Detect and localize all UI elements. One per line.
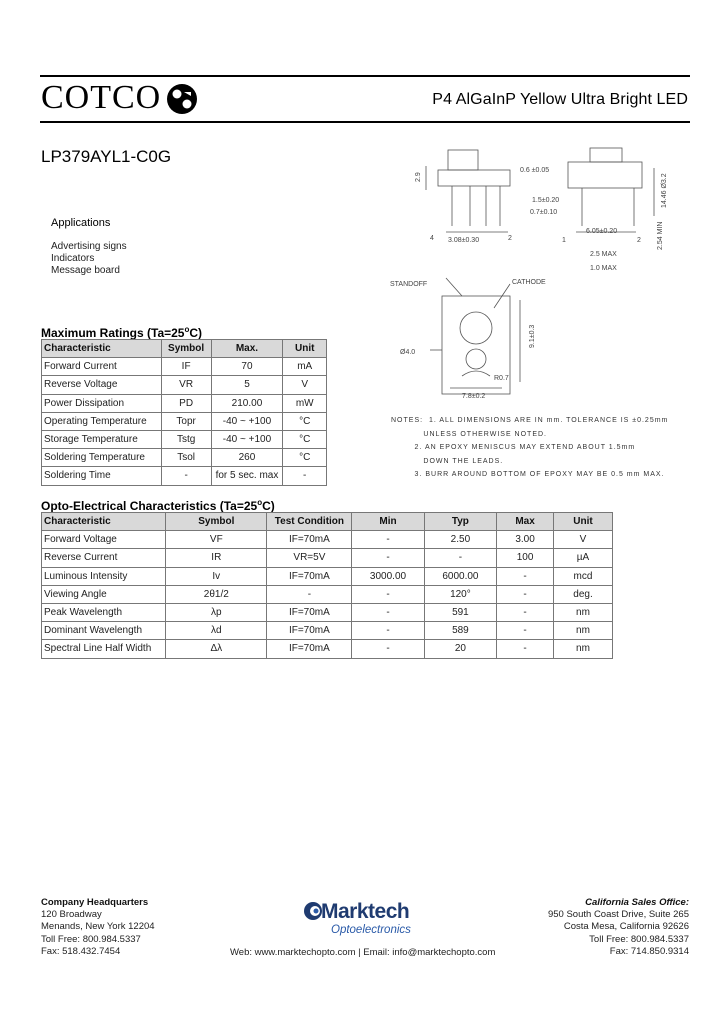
unit-cell: mA (283, 358, 327, 376)
characteristic-cell: Spectral Line Half Width (42, 640, 166, 658)
drawing-label: CATHODE (512, 279, 546, 286)
typ-cell: 20 (424, 640, 496, 658)
symbol-cell: Tsol (161, 449, 211, 467)
unit-cell: mcd (554, 567, 613, 585)
symbol-cell: IF (161, 358, 211, 376)
table-row (42, 640, 613, 658)
condition-cell: IF=70mA (267, 531, 352, 549)
characteristic-cell: Soldering Time (42, 467, 162, 485)
table-row (42, 549, 613, 567)
dim-label: 2.5 MAX (590, 251, 617, 258)
dim-label: 2.9 (415, 172, 422, 182)
table-header-row (42, 513, 613, 531)
max-cell: for 5 sec. max (211, 467, 283, 485)
characteristic-cell: Luminous Intensity (42, 567, 166, 585)
unit-cell: °C (283, 430, 327, 448)
symbol-cell: Tstg (161, 430, 211, 448)
note-line: 2. AN EPOXY MENISCUS MAY EXTEND ABOUT 1.5mm (391, 444, 636, 451)
symbol-cell: Iv (166, 567, 267, 585)
dim-label: 14.46 Ø3.2 (661, 173, 668, 208)
dim-label: 3.08±0.30 (448, 237, 480, 244)
unit-cell: V (283, 376, 327, 394)
characteristic-cell: Soldering Temperature (42, 449, 162, 467)
symbol-cell: - (161, 467, 211, 485)
note-line: NOTES: 1. ALL DIMENSIONS ARE IN mm. TOLERANCE IS ±0.25mm (391, 417, 669, 424)
dim-label: 1.5±0.20 (532, 197, 560, 204)
table-row (42, 467, 327, 485)
typ-cell: - (424, 549, 496, 567)
unit-cell: mW (283, 394, 327, 412)
min-cell: - (352, 549, 424, 567)
max-ratings-title: Maximum Ratings $(Ta=25^oC)$ (41, 325, 203, 340)
column-header: Unit (554, 513, 613, 531)
unit-cell: µA (554, 549, 613, 567)
table-header-row (42, 340, 327, 358)
dim-label: 9.1±0.3 (529, 324, 536, 348)
opto-table (41, 512, 613, 659)
address-line: 120 Broadway (41, 909, 102, 921)
pin-label: 1 (562, 237, 566, 244)
max-cell: - (497, 603, 554, 621)
max-cell: - (497, 640, 554, 658)
ca-title: California Sales Office: (585, 897, 689, 908)
max-cell: -40 ~ +100 (211, 430, 283, 448)
column-header: Max (497, 513, 554, 531)
characteristic-cell: Forward Voltage (42, 531, 166, 549)
address-line: 950 South Coast Drive, Suite 265 (547, 909, 689, 921)
symbol-cell: VR (161, 376, 211, 394)
column-header: Typ (424, 513, 496, 531)
address-line: Fax: 518.432.7454 (41, 945, 121, 957)
characteristic-cell: Storage Temperature (42, 430, 162, 448)
column-header: Symbol (161, 340, 211, 358)
table-row (42, 622, 613, 640)
table-row (42, 585, 613, 603)
opto-title: Opto-Electrical Characteristics $(Ta=25^oC)$ (41, 498, 275, 513)
marktech-subtitle: Optoelectronics (331, 924, 411, 936)
min-cell: - (352, 603, 424, 621)
table-row (42, 603, 613, 621)
min-cell: - (352, 585, 424, 603)
note-line: DOWN THE LEADS. (391, 457, 504, 465)
ca-address (548, 897, 689, 958)
symbol-cell: 2θ1/2 (166, 585, 267, 603)
min-cell: - (352, 622, 424, 640)
condition-cell: IF=70mA (267, 622, 352, 640)
min-cell: - (352, 531, 424, 549)
applications-list (51, 241, 127, 277)
column-header: Max. (211, 340, 283, 358)
hq-title: Company Headquarters (41, 897, 149, 908)
max-cell: 100 (497, 549, 554, 567)
characteristic-cell: Reverse Voltage (42, 376, 162, 394)
dim-label: 0.7±0.10 (530, 209, 558, 216)
dim-label: 2.54 MIN (657, 221, 664, 250)
page-title: P4 AlGaInP Yellow Ultra Bright LED (432, 91, 688, 108)
column-header: Characteristic (42, 513, 166, 531)
unit-cell: nm (554, 622, 613, 640)
condition-cell: IF=70mA (267, 567, 352, 585)
list-item: Indicators (51, 253, 95, 264)
top-rule (40, 75, 690, 77)
condition-cell: IF=70mA (267, 640, 352, 658)
dim-label: 6.05±0.20 (586, 228, 618, 235)
min-cell: 3000.00 (352, 567, 424, 585)
unit-cell: nm (554, 603, 613, 621)
characteristic-cell: Power Dissipation (42, 394, 162, 412)
characteristic-cell: Viewing Angle (42, 585, 166, 603)
drawing-notes (391, 414, 668, 482)
typ-cell: 591 (424, 603, 496, 621)
address-line: Toll Free: 800.984.5337 (41, 933, 141, 945)
symbol-cell: PD (161, 394, 211, 412)
max-cell: - (497, 567, 554, 585)
symbol-cell: λd (166, 622, 267, 640)
table-row (42, 567, 613, 585)
characteristic-cell: Dominant Wavelength (42, 622, 166, 640)
column-header: Characteristic (42, 340, 162, 358)
column-header: Unit (283, 340, 327, 358)
table-row (42, 376, 327, 394)
column-header: Symbol (166, 513, 267, 531)
symbol-cell: Δλ (166, 640, 267, 658)
max-cell: 210.00 (211, 394, 283, 412)
note-line: 3. BURR AROUND BOTTOM OF EPOXY MAY BE 0.5 mm MAX. (391, 471, 665, 478)
dim-label: R0.7 (494, 375, 509, 382)
typ-cell: 120° (424, 585, 496, 603)
list-item: Advertising signs (51, 241, 127, 252)
package-drawing (390, 138, 680, 400)
characteristic-cell: Reverse Current (42, 549, 166, 567)
web-email-line: Web: www.marktechopto.com | Email: info@marktechopto.com (230, 947, 496, 958)
dim-label: 1.0 MAX (590, 265, 617, 272)
condition-cell: VR=5V (267, 549, 352, 567)
unit-cell: nm (554, 640, 613, 658)
applications-heading: Applications (51, 217, 111, 229)
min-cell: - (352, 640, 424, 658)
max-cell: 260 (211, 449, 283, 467)
max-cell: - (497, 585, 554, 603)
symbol-cell: λp (166, 603, 267, 621)
condition-cell: - (267, 585, 352, 603)
list-item: Message board (51, 265, 120, 276)
header-rule (40, 121, 690, 123)
characteristic-cell: Peak Wavelength (42, 603, 166, 621)
characteristic-cell: Forward Current (42, 358, 162, 376)
pin-label: 2 (508, 235, 512, 242)
pin-label: 4 (430, 235, 434, 242)
table-row (42, 449, 327, 467)
typ-cell: 6000.00 (424, 567, 496, 585)
max-cell: -40 ~ +100 (211, 412, 283, 430)
max-ratings-table (41, 339, 327, 486)
unit-cell: °C (283, 449, 327, 467)
note-line: UNLESS OTHERWISE NOTED. (391, 430, 548, 438)
drawing-label: STANDOFF (390, 281, 428, 288)
dim-label: Ø4.0 (400, 349, 416, 356)
address-line: Fax: 714.850.9314 (609, 945, 689, 957)
column-header: Min (352, 513, 424, 531)
marktech-logo-icon (303, 901, 323, 921)
unit-cell: V (554, 531, 613, 549)
brand-name: COTCO (41, 79, 162, 116)
address-line: Toll Free: 800.984.5337 (589, 933, 689, 945)
symbol-cell: Topr (161, 412, 211, 430)
symbol-cell: VF (166, 531, 267, 549)
symbol-cell: IR (166, 549, 267, 567)
hq-address (41, 897, 155, 958)
typ-cell: 2.50 (424, 531, 496, 549)
address-line: Costa Mesa, California 92626 (563, 921, 689, 933)
max-cell: 70 (211, 358, 283, 376)
table-row (42, 358, 327, 376)
unit-cell: deg. (554, 585, 613, 603)
address-line: Menands, New York 12204 (41, 921, 155, 933)
typ-cell: 589 (424, 622, 496, 640)
dim-label: 0.6 ±0.05 (520, 167, 550, 174)
unit-cell: °C (283, 412, 327, 430)
marktech-name: Marktech (321, 900, 410, 923)
table-row (42, 531, 613, 549)
condition-cell: IF=70mA (267, 603, 352, 621)
cotco-logo-icon (166, 83, 198, 115)
table-row (42, 394, 327, 412)
unit-cell: - (283, 467, 327, 485)
column-header: Test Condition (267, 513, 352, 531)
pin-label: 2 (637, 237, 641, 244)
max-cell: 3.00 (497, 531, 554, 549)
part-number: LP379AYL1-C0G (41, 147, 172, 166)
table-row (42, 430, 327, 448)
max-cell: - (497, 622, 554, 640)
dim-label: 7.8±0.2 (462, 393, 486, 400)
max-cell: 5 (211, 376, 283, 394)
table-row (42, 412, 327, 430)
characteristic-cell: Operating Temperature (42, 412, 162, 430)
